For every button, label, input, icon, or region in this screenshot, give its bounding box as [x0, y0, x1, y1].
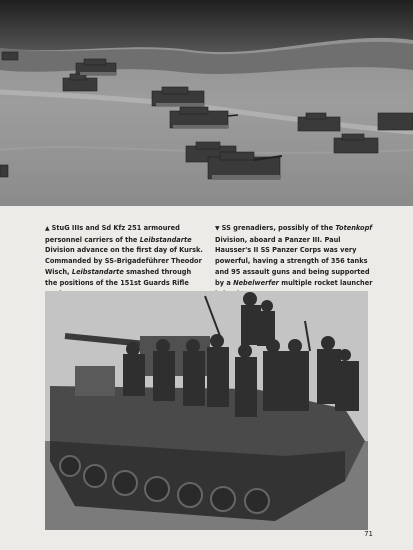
- caption-text-left: smashed through the positions of the 151st Guards Rifle: [45, 268, 192, 288]
- caption-right: [215, 223, 375, 300]
- caption-text-right: Nebelwerfer: [233, 279, 279, 288]
- caption-marker-left: ▲: [45, 224, 50, 232]
- caption-text-right: SS grenadiers, possibly of the: [221, 223, 336, 232]
- caption-text-left: StuG IIIs and Sd Kfz 251 armoured personnel carriers of the: [45, 223, 180, 244]
- caption-text-right: Totenkopf: [335, 223, 373, 232]
- caption-area: [0, 206, 413, 291]
- caption-text-right: Division, aboard a Panzer III. Paul Hausser's II SS Panzer Corps was very powerful, having a strength of 356 tanks and 95 assault guns and being supported by a: [215, 235, 370, 288]
- caption-text-right: multiple rocket launcher: [281, 279, 373, 288]
- caption-left: [45, 223, 205, 300]
- caption-text-left: Leibstandarte: [71, 268, 124, 277]
- page-number: 71: [364, 530, 373, 538]
- photo-armoured-vehicles-advance: [0, 0, 413, 206]
- caption-marker-right: ▼: [215, 224, 220, 232]
- caption-text-left: Division advance on the first day of Kursk. Commanded by SS-Brigadeführer Theodor Wisch,: [45, 246, 203, 277]
- caption-text-left: Leibstandarte: [139, 235, 192, 244]
- photo-grenadiers-on-panzer: [45, 291, 368, 530]
